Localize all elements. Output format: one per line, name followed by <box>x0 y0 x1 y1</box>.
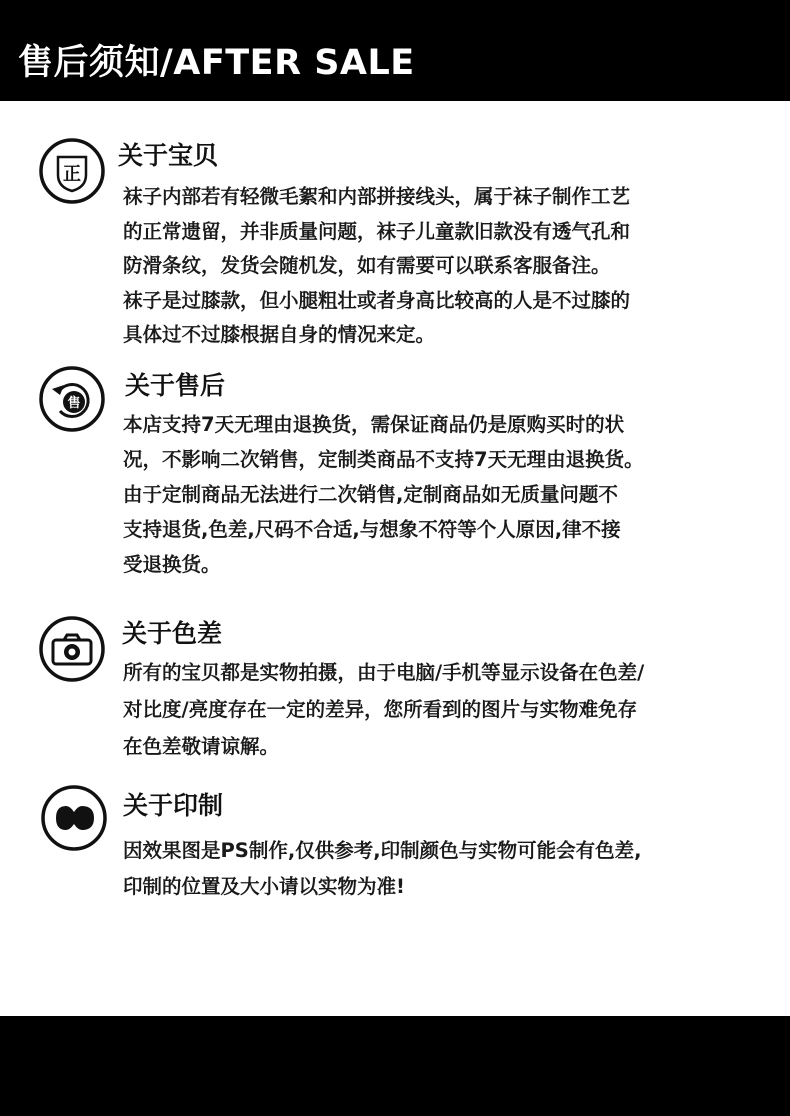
body-line: 因效果图是PS制作,仅供参考,印制颜色与实物可能会有色差, <box>123 839 642 862</box>
section-title: 关于宝贝 <box>118 141 219 170</box>
body-line: 支持退货,色差,尺码不合适,与想象不符等个人原因,律不接 <box>123 518 621 541</box>
body-line: 对比度/亮度存在一定的差异，您所看到的图片与实物难免存 <box>123 698 638 721</box>
body-line: 袜子是过膝款，但小腿粗壮或者身高比较高的人是不过膝的 <box>123 288 631 312</box>
body-line: 防滑条纹，发货会随机发，如有需要可以联系客服备注。 <box>123 254 611 277</box>
section-body <box>123 407 743 582</box>
body-line: 所有的宝贝都是实物拍摄，由于电脑/手机等显示设备在色差/ <box>123 661 645 684</box>
shield-zheng-icon <box>38 137 106 205</box>
body-line: 印制的位置及大小请以实物为准! <box>123 875 405 898</box>
return-arrow-icon <box>38 365 106 433</box>
section-body <box>123 180 743 353</box>
body-line: 本店支持7天无理由退换货，需保证商品仍是原购买时的状 <box>123 413 625 436</box>
body-line: 的正常遗留，并非质量问题，袜子儿童款旧款没有透气孔和 <box>123 219 631 243</box>
section-title: 关于色差 <box>122 619 223 648</box>
body-line: 况，不影响二次销售，定制类商品不支持7天无理由退换货。 <box>123 448 644 471</box>
body-line: 受退换货。 <box>123 553 221 576</box>
shield-label: 正 <box>63 164 81 185</box>
section-title: 关于印制 <box>123 791 224 820</box>
body-line: 由于定制商品无法进行二次销售,定制商品如无质量问题不 <box>123 483 618 506</box>
header-band <box>0 0 790 101</box>
section-title: 关于售后 <box>125 371 226 400</box>
page-title: 售后须知/AFTER SALE <box>18 43 415 83</box>
printer-icon <box>40 784 108 852</box>
section-body <box>123 654 743 765</box>
body-line: 在色差敬请谅解。 <box>123 735 280 758</box>
section-body <box>123 833 743 905</box>
camera-icon <box>38 615 106 683</box>
body-line: 具体过不过膝根据自身的情况来定。 <box>123 323 436 346</box>
body-line: 袜子内部若有轻微毛絮和内部拼接线头，属于袜子制作工艺 <box>123 185 631 208</box>
return-label: 售 <box>67 396 81 411</box>
footer-band <box>0 1016 790 1116</box>
